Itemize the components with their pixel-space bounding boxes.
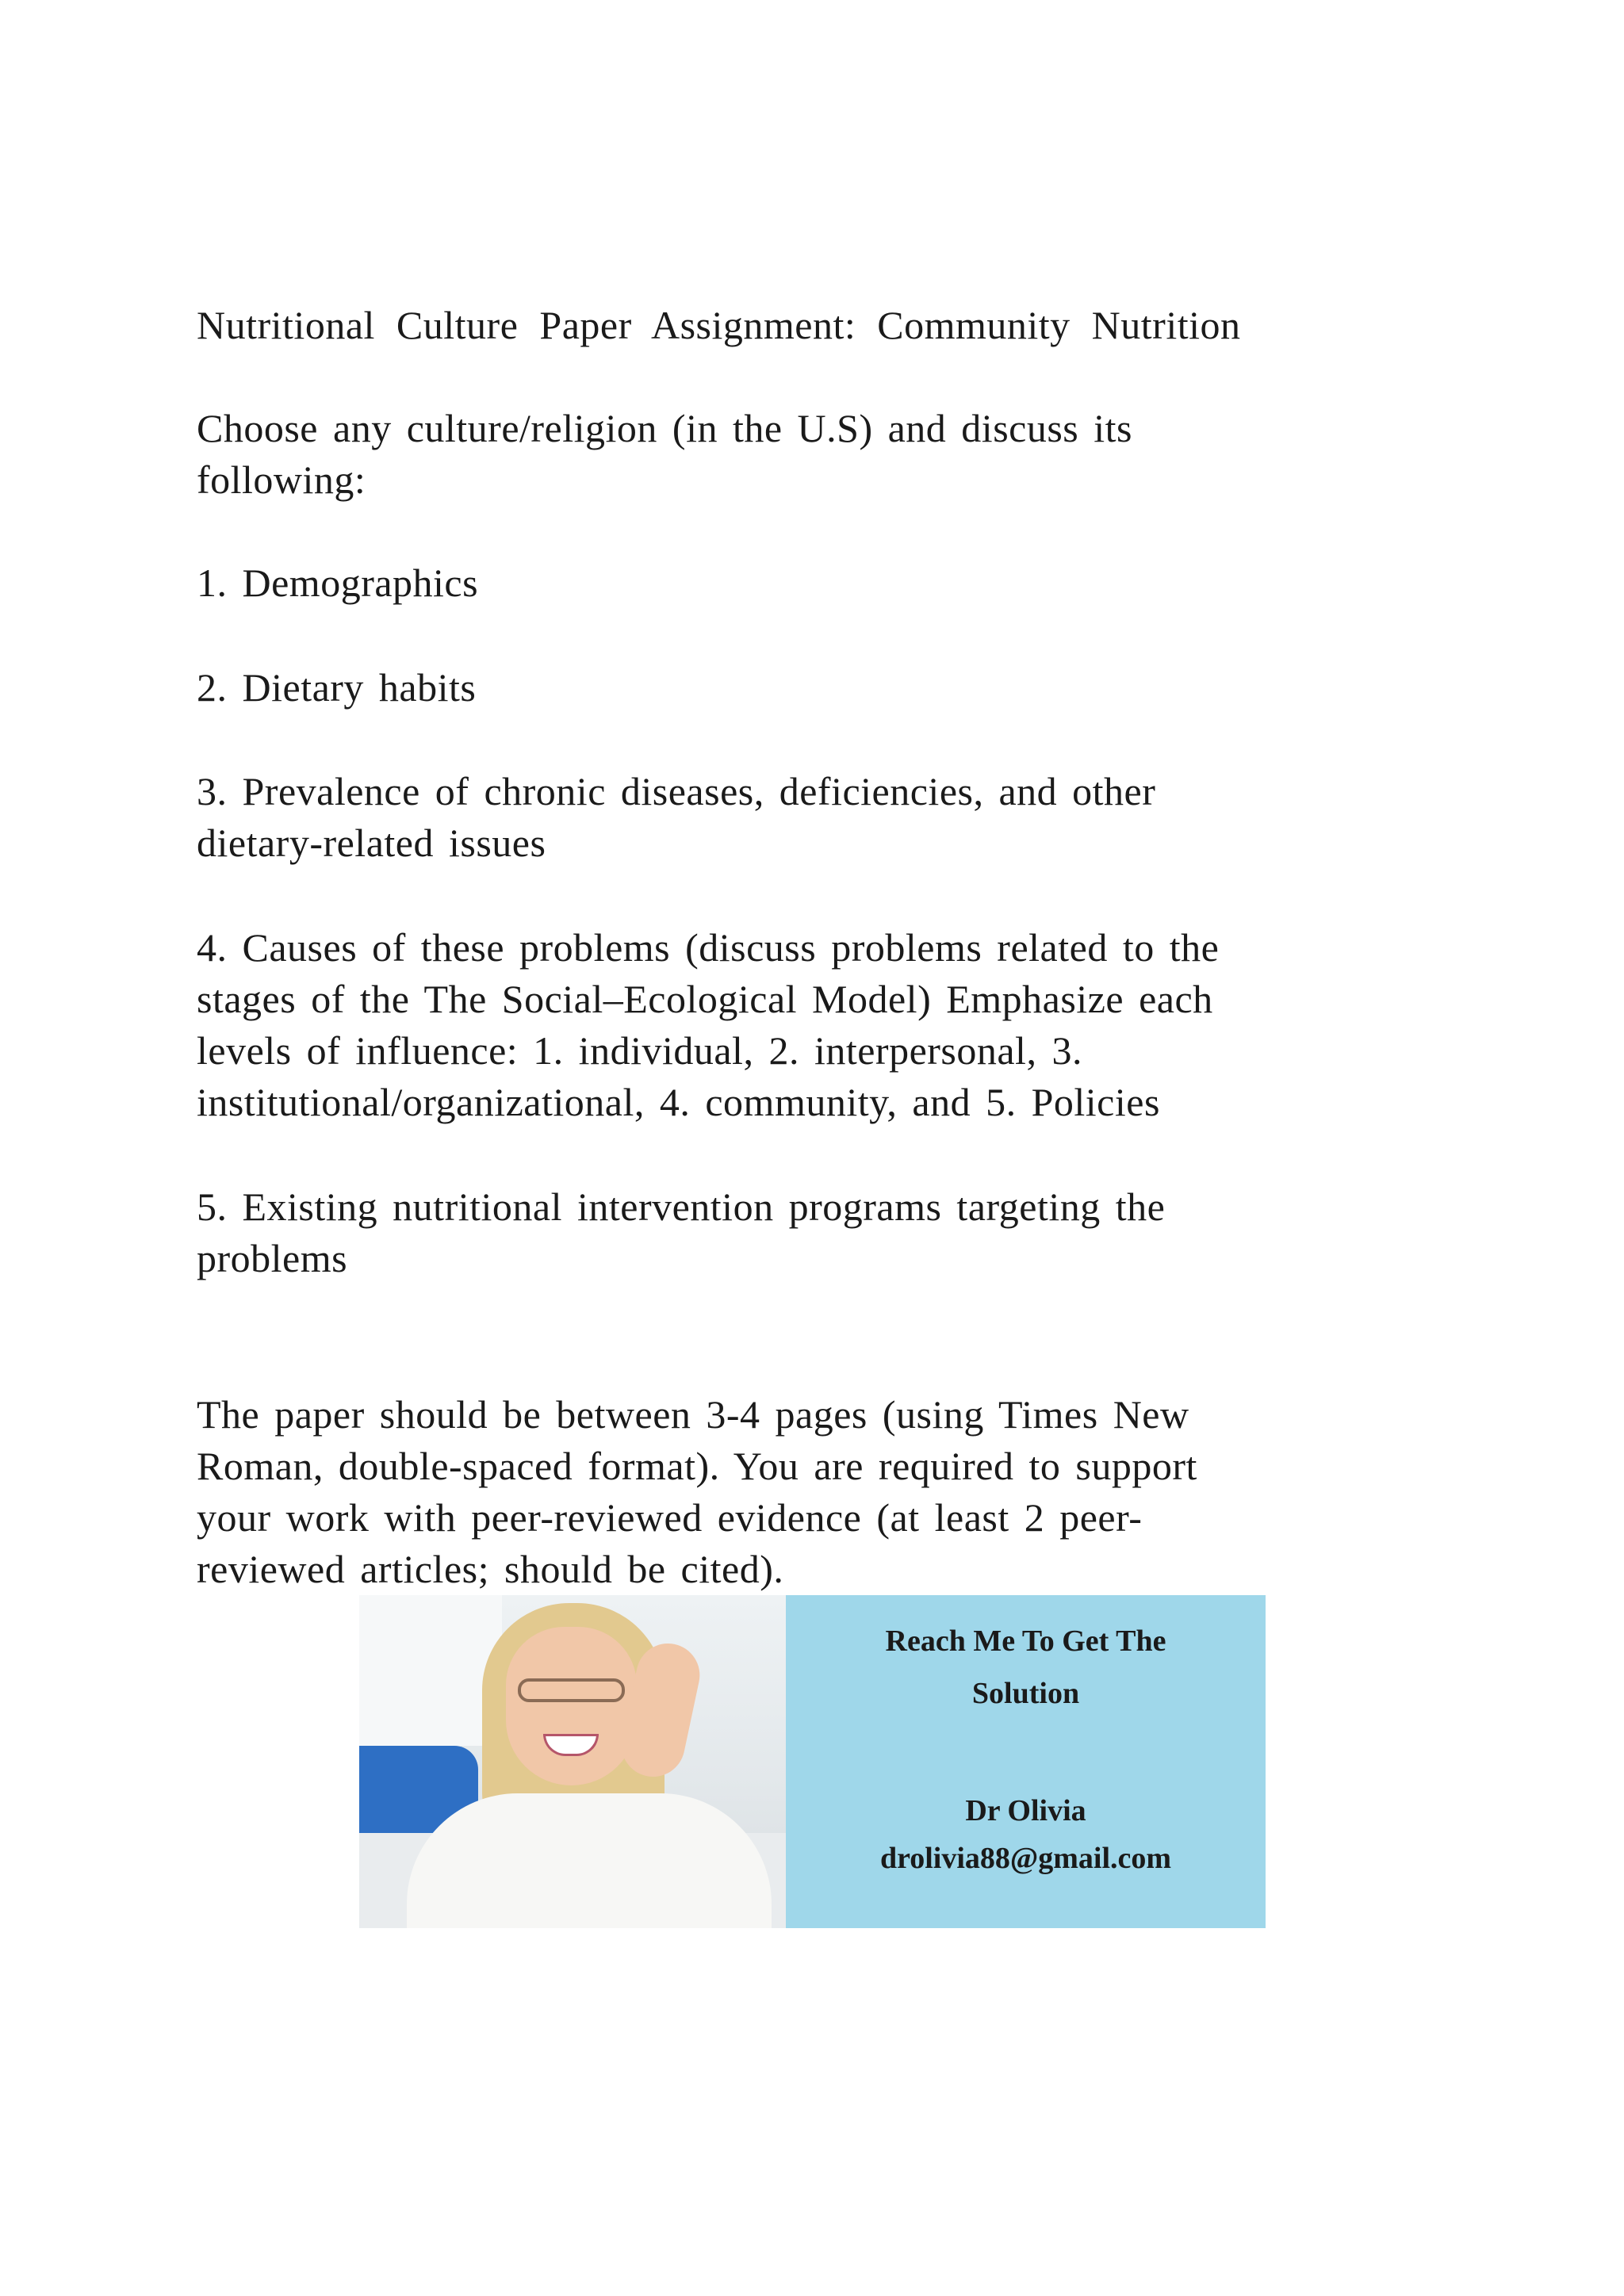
list-item-causes (197, 922, 1434, 1128)
list-item-text: 1. Demographics (197, 561, 479, 605)
photo-person-blouse (407, 1793, 772, 1928)
promo-headline-line-1: Reach Me To Get The (885, 1624, 1166, 1658)
list-item-interventions (197, 1181, 1434, 1284)
promo-photo (359, 1595, 786, 1928)
list-item-text: dietary-related issues (197, 821, 546, 865)
promo-headline-line-2: Solution (971, 1677, 1080, 1710)
list-item-text: problems (197, 1236, 348, 1280)
photo-person-face (506, 1627, 637, 1785)
list-item-text: stages of the The Social–Ecological Model) Emphasize each (197, 977, 1213, 1021)
promo-contact-email[interactable]: drolivia88@gmail.com (879, 1842, 1172, 1875)
list-item-text: 2. Dietary habits (197, 665, 477, 710)
list-item-dietary-habits (197, 662, 1434, 714)
list-item-text: levels of influence: 1. individual, 2. interpersonal, 3. (197, 1028, 1082, 1073)
document-title (197, 300, 1434, 351)
closing-line-4: reviewed articles; should be cited). (197, 1547, 784, 1591)
intro-line-2: following: (197, 457, 366, 502)
intro-line-1: Choose any culture/religion (in the U.S) and discuss its (197, 406, 1133, 450)
promo-contact-card (786, 1595, 1266, 1928)
list-item-text: institutional/organizational, 4. community, and 5. Policies (197, 1080, 1160, 1124)
closing-line-3: your work with peer-reviewed evidence (at least 2 peer- (197, 1495, 1143, 1540)
list-item-text: 5. Existing nutritional intervention programs targeting the (197, 1184, 1166, 1229)
closing-line-1: The paper should be between 3-4 pages (using Times New (197, 1392, 1189, 1437)
closing-paragraph (197, 1389, 1434, 1595)
photo-glasses (518, 1678, 625, 1702)
list-item-demographics (197, 557, 1434, 609)
list-item-text: 4. Causes of these problems (discuss problems related to the (197, 925, 1220, 970)
photo-window (359, 1595, 502, 1746)
list-item-prevalence (197, 766, 1434, 869)
promo-banner (359, 1595, 1266, 1928)
promo-contact-name: Dr Olivia (965, 1794, 1086, 1827)
list-item-text: 3. Prevalence of chronic diseases, deficiencies, and other (197, 769, 1156, 813)
intro-paragraph (197, 403, 1434, 506)
title-text: Nutritional Culture Paper Assignment: Community Nutrition (197, 303, 1241, 347)
closing-line-2: Roman, double-spaced format). You are required to support (197, 1444, 1197, 1488)
